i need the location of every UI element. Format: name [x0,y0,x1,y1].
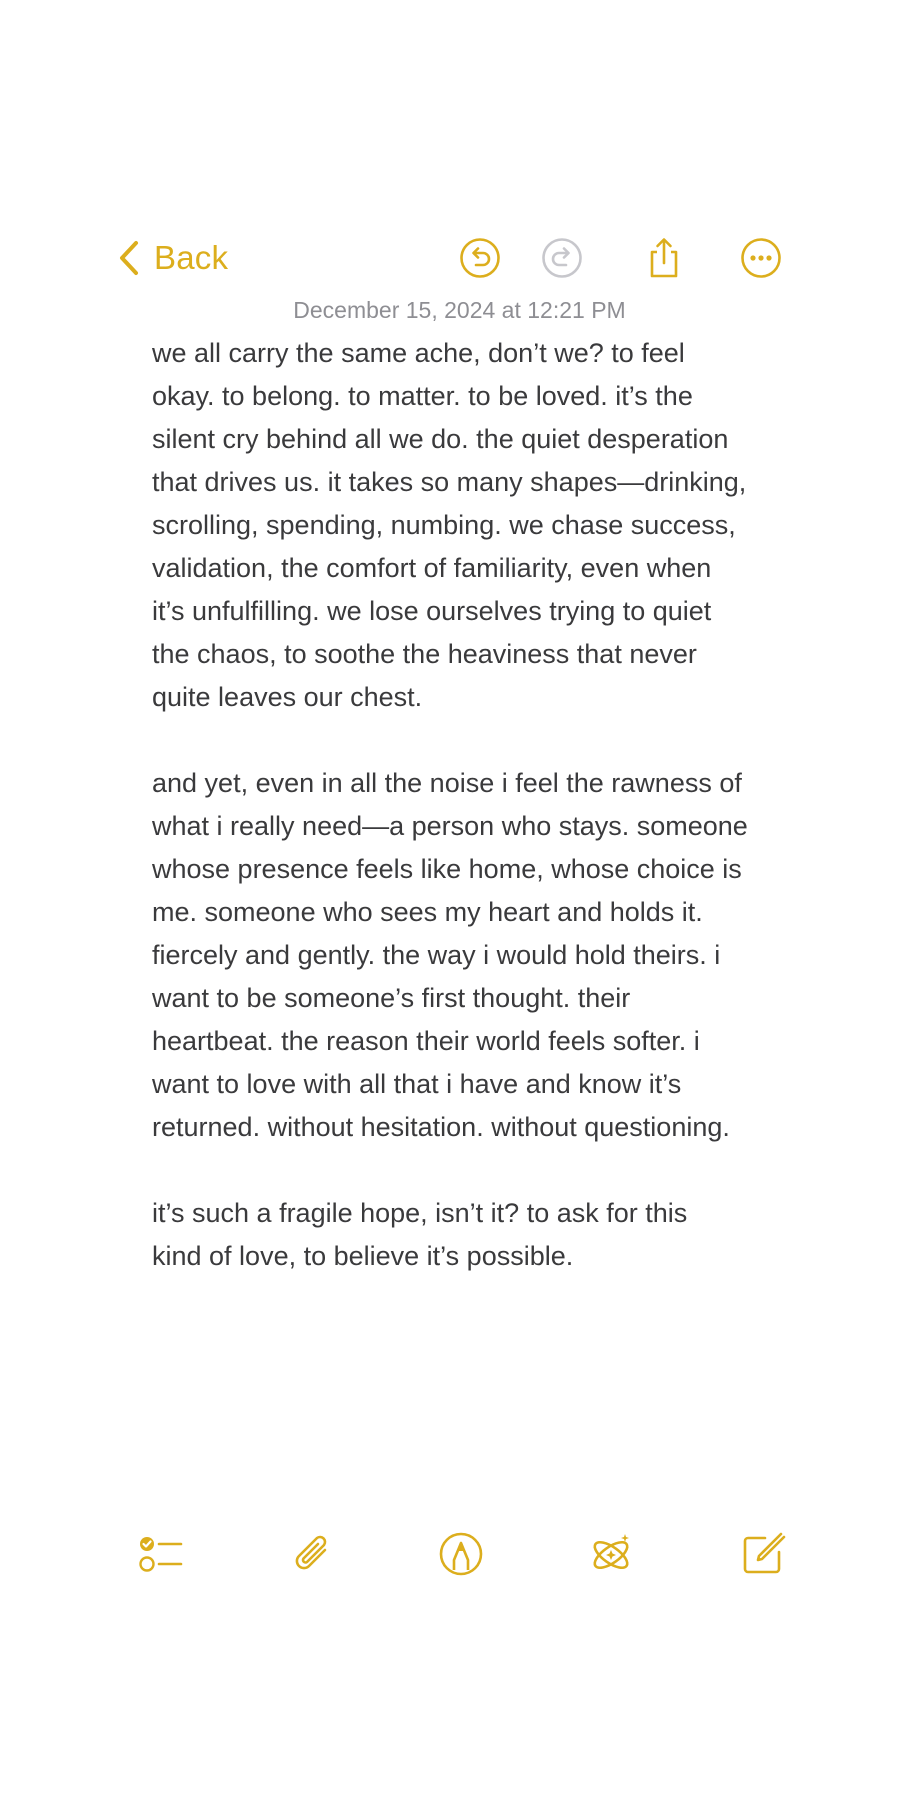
note-text-line: quite leaves our chest. [152,682,423,712]
markup-pen-icon[interactable] [437,1530,485,1578]
share-icon[interactable] [643,237,685,279]
chevron-left-icon [118,240,140,276]
note-body[interactable] [152,332,792,1278]
note-text-line: we all carry the same ache, don’t we? to feel [152,338,685,368]
sparkle-pen-icon[interactable] [587,1530,635,1578]
checklist-icon[interactable] [137,1530,185,1578]
note-text-line: and yet, even in all the noise i feel the rawness of [152,768,742,798]
note-text-line: that drives us. it takes so many shapes—drinking, [152,467,747,497]
note-text-line: whose presence feels like home, whose choice is [152,854,742,884]
note-text-line: me. someone who sees my heart and holds it. [152,897,703,927]
back-button[interactable] [118,236,228,280]
note-text-line: want to be someone’s first thought. their [152,983,631,1013]
paragraph-gap [152,719,792,762]
note-text-line: heartbeat. the reason their world feels softer. i [152,1026,700,1056]
note-text-line: it’s such a fragile hope, isn’t it? to ask for this [152,1198,688,1228]
paperclip-icon[interactable] [289,1530,337,1578]
note-text-line: validation, the comfort of familiarity, even when [152,553,712,583]
back-label: Back [154,239,229,276]
more-icon[interactable] [740,237,782,279]
note-text-line: scrolling, spending, numbing. we chase success, [152,510,736,540]
paragraph-gap [152,1149,792,1192]
note-text-line: want to love with all that i have and know it’s [152,1069,682,1099]
undo-icon[interactable] [459,237,501,279]
note-text-line: okay. to belong. to matter. to be loved. it’s the [152,381,693,411]
note-text-line: the chaos, to soothe the heaviness that never [152,639,697,669]
note-text-line: what i really need—a person who stays. someone [152,811,748,841]
note-date: December 15, 2024 at 12:21 PM [293,297,626,323]
note-text-line: returned. without hesitation. without questioning. [152,1112,730,1142]
redo-icon[interactable] [541,237,583,279]
note-text-line: fiercely and gently. the way i would hold theirs. i [152,940,721,970]
note-text-line: silent cry behind all we do. the quiet desperation [152,424,729,454]
note-text-line: kind of love, to believe it’s possible. [152,1241,574,1271]
note-text-line: it’s unfulfilling. we lose ourselves trying to quiet [152,596,712,626]
compose-icon[interactable] [739,1530,787,1578]
